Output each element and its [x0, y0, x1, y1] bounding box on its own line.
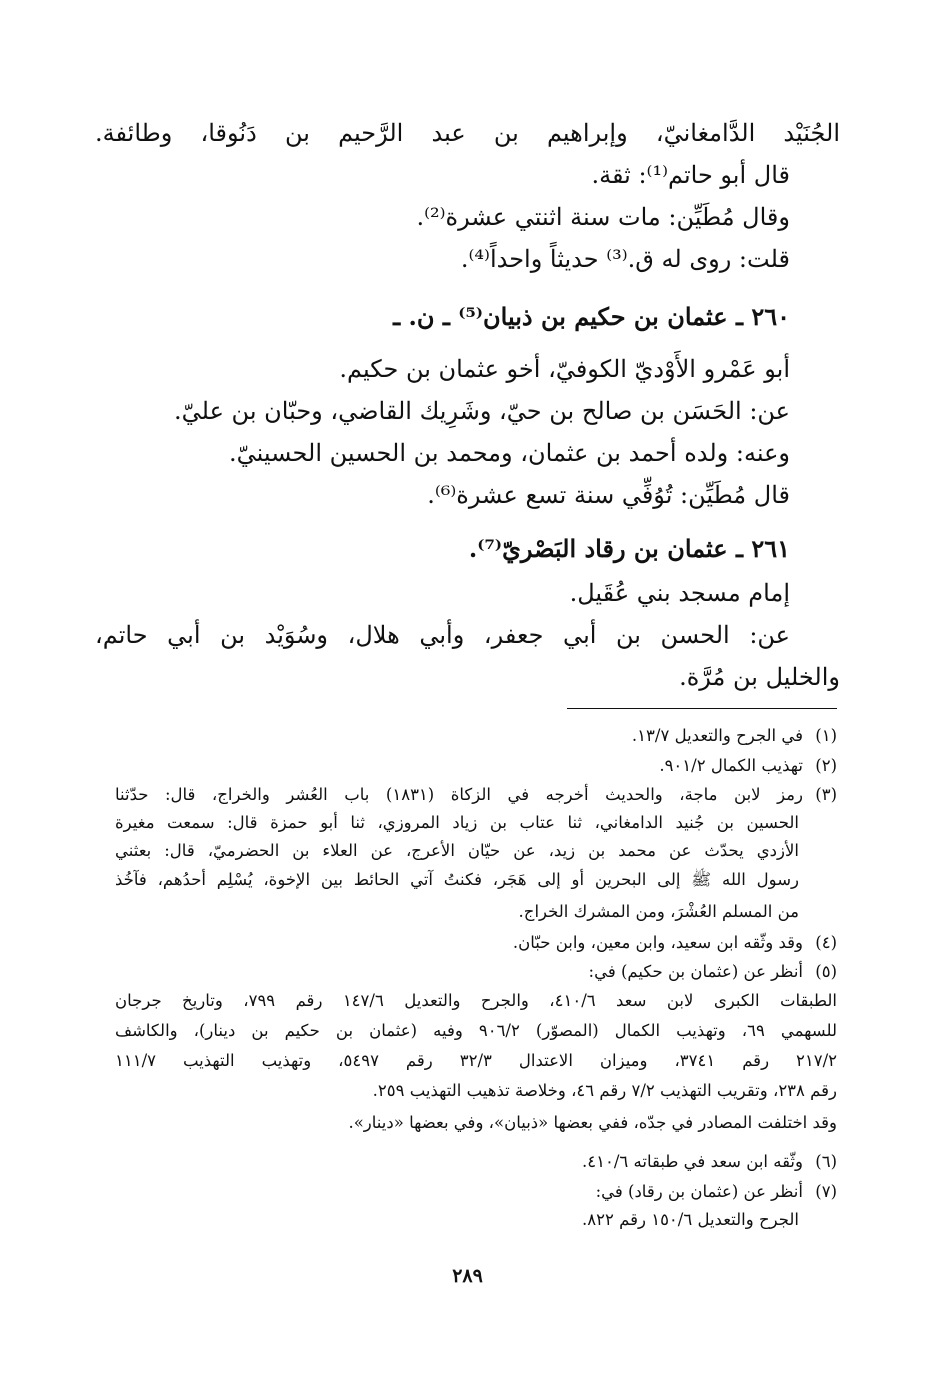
footnote-line: رسول الله ﷺ إلى البحرين أو إلى هَجَر، فكنتُ آتي الحائط بين الإخوة، يُسْلِم أحدُهم، فآخُذ	[115, 870, 799, 889]
footnote-text: في الجرح والتعديل ١٣/٧.	[631, 726, 803, 745]
footnote-line: الحسين بن جُنيد الدامغاني، ثنا عتاب بن زياد المروزي، ثنا أبو حمزة قال: سمعت مغيرة	[115, 813, 799, 832]
footnote-line	[115, 754, 837, 778]
footnote-line	[115, 724, 837, 748]
footnote-line: الجرح والتعديل ١٥٠/٦ رقم ٨٢٢.	[582, 1210, 799, 1229]
page-number: ٢٨٩	[452, 1265, 483, 1287]
text-line: أبو عَمْرو الأَوْديّ الكوفيّ، أخو عثمان بن حكيم.	[339, 355, 790, 383]
footnote-line: الأزدي يحدّث عن محمد بن زيد، عن حيّان الأعرج، عن العلاء بن الحضرميّ، قال: بعثني	[115, 841, 799, 860]
text-line: والخليل بن مُرَّة.	[679, 663, 840, 691]
text-line: قال أبو حاتم⁽¹⁾: ثقة.	[591, 161, 790, 189]
text-line: وعنه: ولده أحمد بن عثمان، ومحمد بن الحسين الحسينيّ.	[228, 439, 790, 467]
footnote-number: (٥)	[815, 962, 837, 981]
footnote-number: (٧)	[815, 1182, 837, 1201]
footnotes	[115, 0, 837, 1240]
text-line: عن: الحَسَن بن صالح بن حيّ، وشَرِيك القاضي، وحبّان بن عليّ.	[174, 397, 790, 425]
footnote-line	[115, 960, 837, 984]
text-line: وقال مُطَيِّن: مات سنة اثنتي عشرة⁽²⁾.	[416, 203, 790, 231]
footnote-text: رمز لابن ماجة، والحديث أخرجه في الزكاة (١٨٣١) باب العُشر والخراج، قال: حدّثنا	[115, 785, 803, 804]
footnote-text: وثّقه ابن سعد في طبقاته ٤١٠/٦.	[582, 1152, 803, 1171]
footnote-number: (٦)	[815, 1152, 837, 1171]
footnote-line: ٢١٧/٢ رقم ٣٧٤١، وميزان الاعتدال ٣٢/٣ رقم ٥٤٩٧، وتهذيب التهذيب ١١١/٧	[115, 1051, 838, 1070]
footnote-number: (١)	[815, 726, 837, 745]
text-line: الجُنَيْد الدَّامغانيّ، وإبراهيم بن عبد الرَّحيم بن دَنُوقا، وطائفة.	[95, 119, 840, 147]
footnote-text: تهذيب الكمال ٩٠١/٢.	[659, 756, 803, 775]
text-line: عن: الحسن بن أبي جعفر، وأبي هلال، وسُوَيْد بن أبي حاتم،	[95, 621, 790, 649]
footnote-number: (٣)	[815, 785, 837, 804]
footnote-line	[115, 783, 837, 807]
text-line: قلت: روى له ق.⁽³⁾ حديثاً واحداً⁽⁴⁾.	[460, 245, 790, 273]
entry-heading-260: ٢٦٠ ـ عثمان بن حكيم بن ذبيان⁽⁵⁾ ـ ن. ـ	[393, 302, 790, 331]
footnote-line: للسهمي ٦٩، وتهذيب الكمال (المصوّر) ٩٠٦/٢ وفيه (عثمان بن حكيم بن دينار)، والكاشف	[115, 1021, 837, 1040]
footnote-line: من المسلم العُشْرَ، ومن المشرك الخراج.	[518, 902, 799, 921]
text-line: إمام مسجد بني عُقَيل.	[569, 579, 790, 607]
footnote-number: (٤)	[815, 933, 837, 952]
footnote-line: رقم ٢٣٨، وتقريب التهذيب ٧/٢ رقم ٤٦، وخلاصة تذهيب التهذيب ٢٥٩.	[372, 1081, 837, 1100]
footnote-line	[115, 1180, 837, 1204]
footnote-text: أنظر عن (عثمان بن رقاد) في:	[595, 1182, 803, 1201]
footnote-text: أنظر عن (عثمان بن حكيم) في:	[588, 962, 803, 981]
footnote-line	[115, 1150, 837, 1174]
entry-heading-261: ٢٦١ ـ عثمان بن رقاد البَصْريّ⁽⁷⁾.	[468, 534, 790, 563]
footnote-line: وقد اختلفت المصادر في جدّه، ففي بعضها «ذبيان»، وفي بعضها «دينار».	[348, 1113, 837, 1132]
text-line: قال مُطَيِّن: تُوُفِّي سنة تسع عشرة⁽⁶⁾.	[427, 481, 790, 509]
footnote-line	[115, 931, 837, 955]
footnote-text: وقد وثّقه ابن سعيد، وابن معين، وابن حبّان.	[512, 933, 803, 952]
footnote-number: (٢)	[815, 756, 837, 775]
footnote-line: الطبقات الكبرى لابن سعد ٤١٠/٦، والجرح والتعديل ١٤٧/٦ رقم ٧٩٩، وتاريخ جرجان	[115, 991, 837, 1010]
